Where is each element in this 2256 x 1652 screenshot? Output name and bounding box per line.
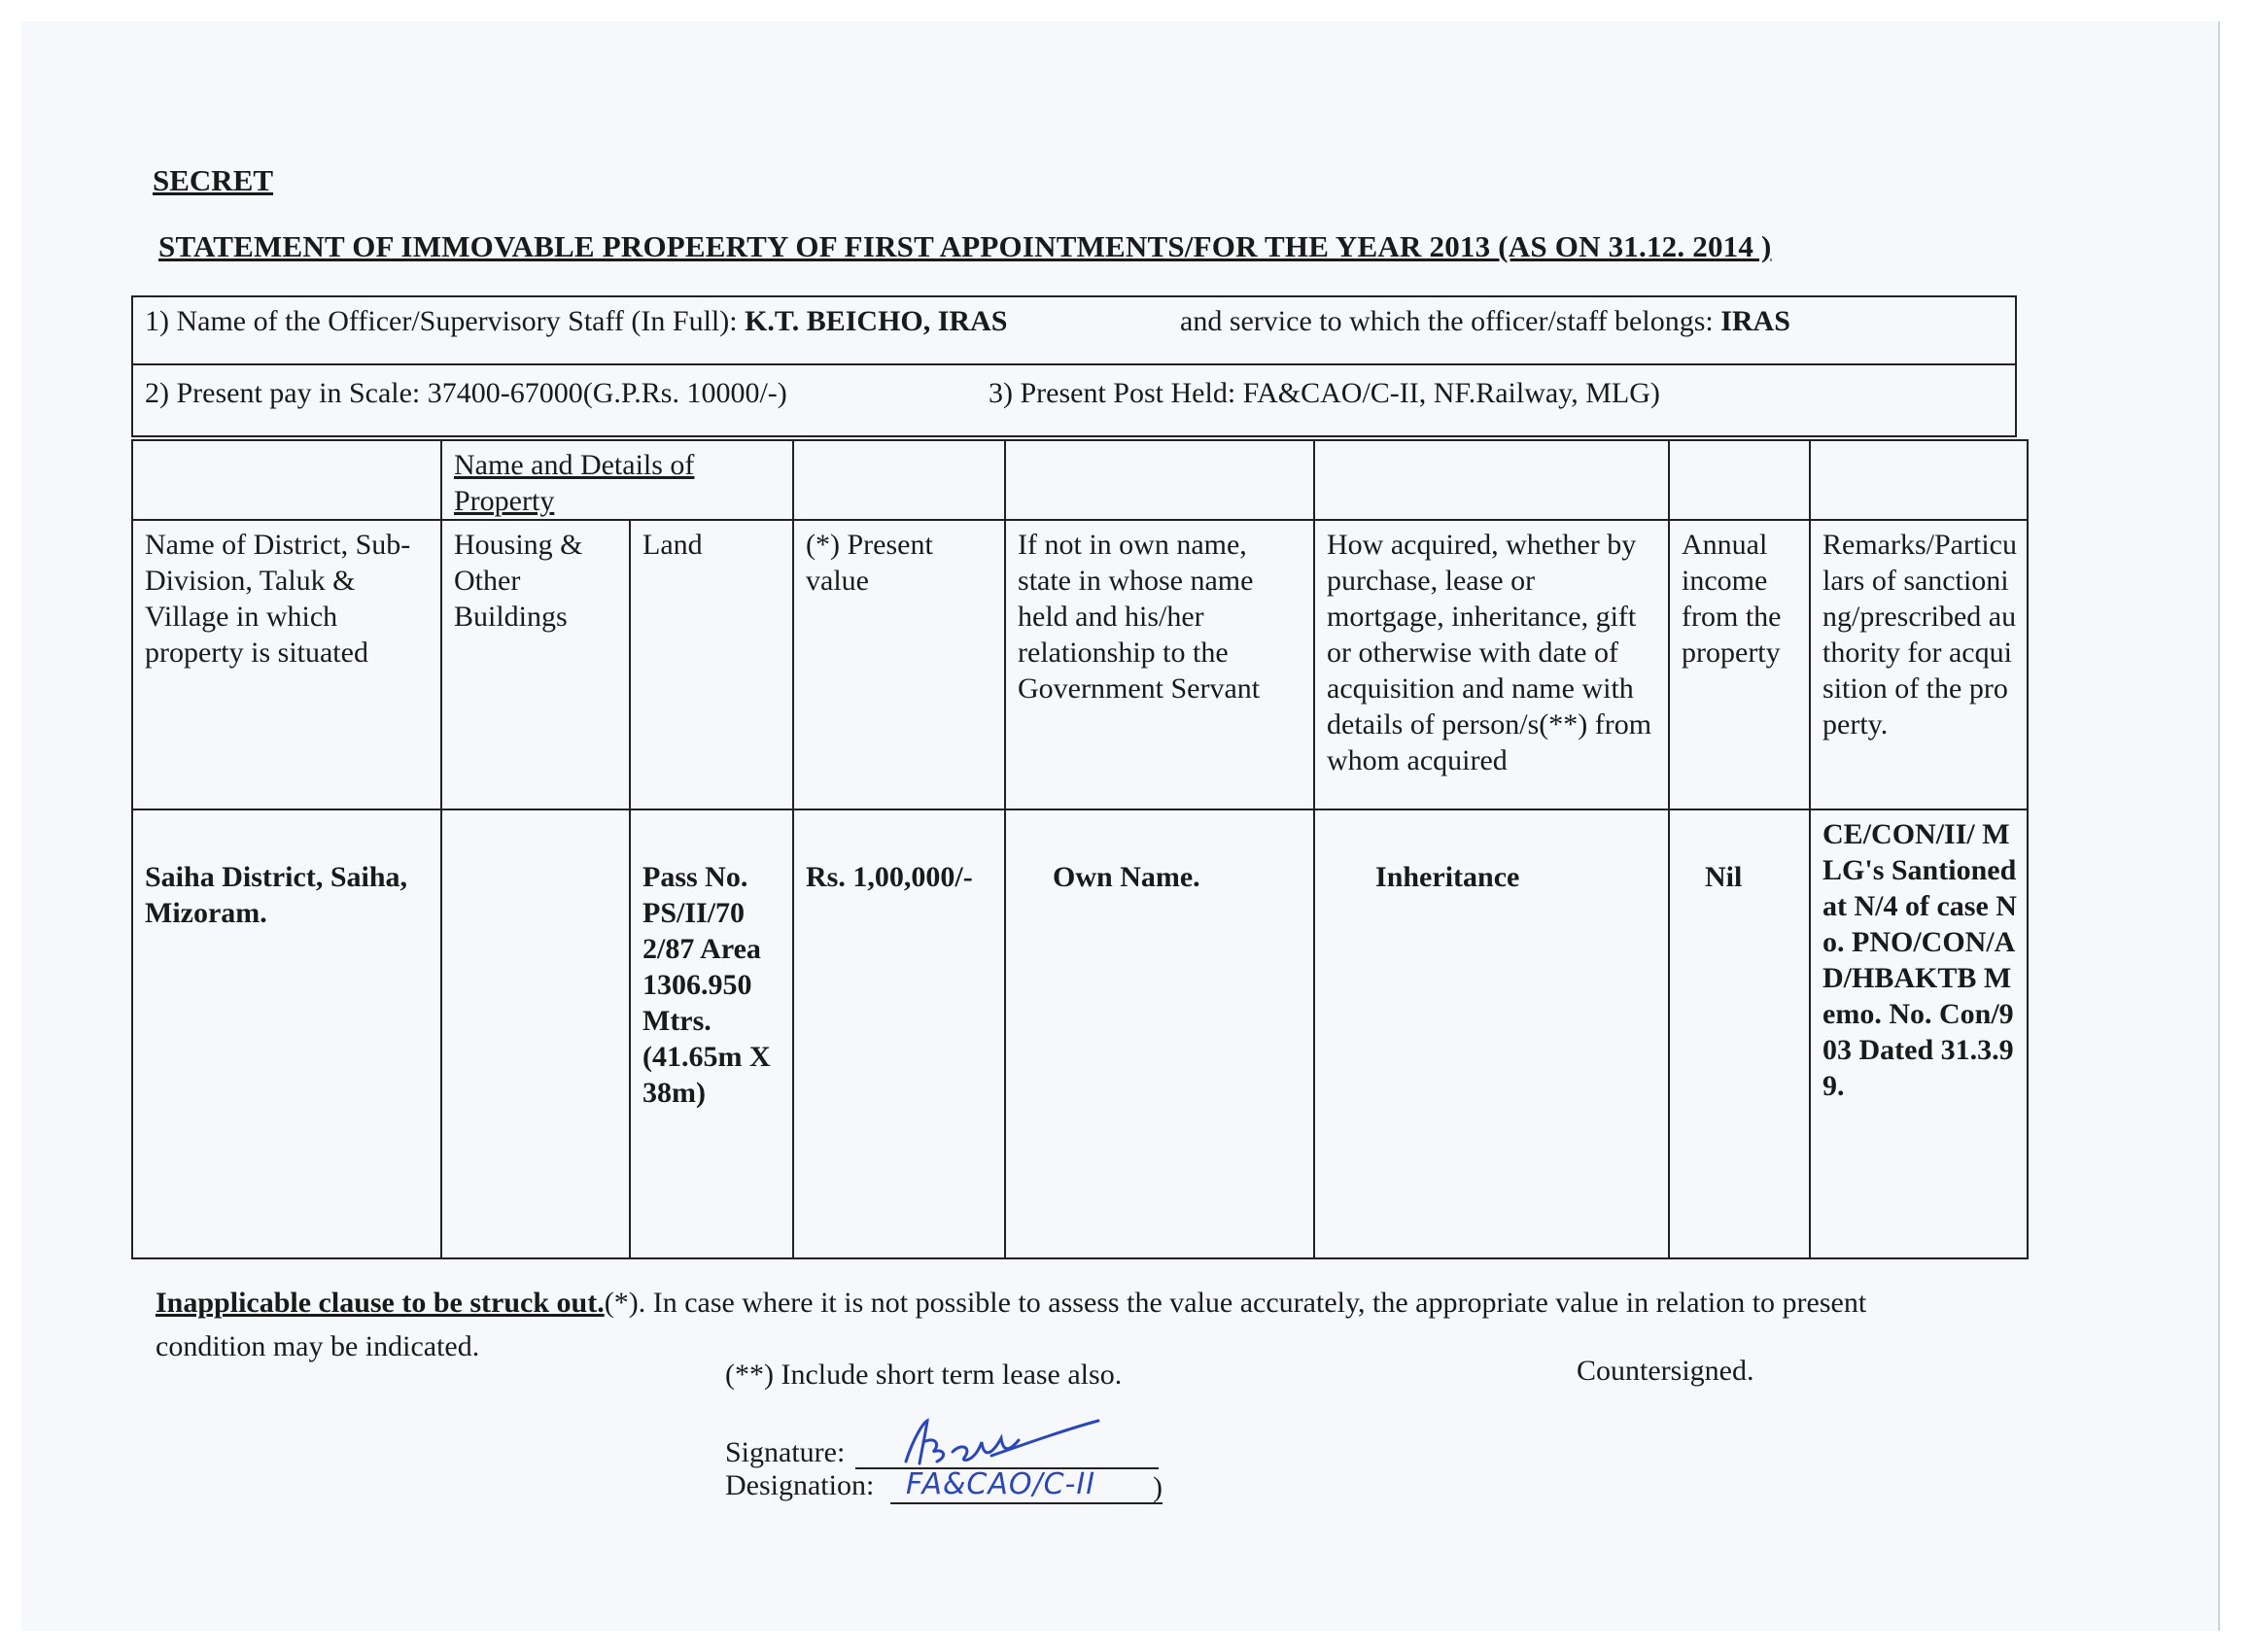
present-post: 3) Present Post Held: FA&CAO/C-II, NF.Railway, MLG) — [989, 377, 1660, 409]
footnote-lead: Inapplicable clause to be struck out. — [156, 1287, 605, 1319]
column-header: Name of District, Sub- Division, Taluk & Village in which property is situated — [132, 520, 441, 809]
empty-cell — [132, 440, 441, 520]
designation-label: Designation: — [725, 1469, 875, 1501]
footnote-body: (*). In case where it is not possible to assess the value accurately, the appropriate value in relation to present condition may be indicated. — [156, 1287, 1867, 1362]
handwritten-designation: FA&CAO/C-II — [906, 1467, 1096, 1501]
table-header-row — [132, 520, 2028, 809]
empty-cell — [1669, 440, 1810, 520]
column-header: (*) Present value — [793, 520, 1005, 809]
district-cell: Saiha District, Saiha, Mizoram. — [132, 809, 441, 1258]
designation-line — [890, 1502, 1163, 1504]
officer-name-value: K.T. BEICHO, IRAS — [745, 305, 1008, 337]
remarks-cell: CE/CON/II/ MLG's Santioned at N/4 of case No. PNO/CON/AD/HBAKTB Memo. No. Con/903 Dated 31.3.99. — [1810, 809, 2028, 1258]
closing-paren: ) — [1153, 1471, 1163, 1503]
empty-cell — [1810, 440, 2028, 520]
column-header: Land — [630, 520, 793, 809]
officer-name-field — [145, 305, 1007, 338]
empty-cell — [1314, 440, 1669, 520]
acquired-cell: Inheritance — [1314, 809, 1669, 1258]
column-header: Housing & Other Buildings — [441, 520, 630, 809]
officer-name-label: 1) Name of the Officer/Supervisory Staff (In Full): — [145, 305, 746, 337]
value-cell: Rs. 1,00,000/- — [793, 809, 1005, 1258]
group-header-cell — [441, 440, 793, 520]
column-header: Remarks/Particulars of sanctioning/prescribed authority for acquisition of the property. — [1810, 520, 2028, 809]
secret-heading: SECRET — [153, 163, 274, 197]
column-header: If not in own name, state in whose name held and his/her relationship to the Government Servant — [1005, 520, 1314, 809]
lease-note: (**) Include short term lease also. — [725, 1359, 1123, 1391]
empty-cell — [793, 440, 1005, 520]
column-header: How acquired, whether by purchase, lease or mortgage, inheritance, gift or otherwise with date of acquisition and name with details of person/s(**) from whom acquired — [1314, 520, 1669, 809]
service-label: and service to which the officer/staff belongs: — [1180, 305, 1721, 337]
empty-cell — [1005, 440, 1314, 520]
pay-post-row — [131, 363, 2017, 437]
group-header: Name and Details of Property — [454, 449, 695, 517]
table-row — [132, 809, 2028, 1258]
property-table — [131, 439, 2029, 1259]
signature-label: Signature: — [725, 1436, 846, 1468]
housing-cell — [441, 809, 630, 1258]
own-name-cell: Own Name. — [1005, 809, 1314, 1258]
service-field — [1180, 305, 1790, 338]
service-value: IRAS — [1720, 305, 1790, 337]
pay-scale: 2) Present pay in Scale: 37400-67000(G.P.Rs. 10000/-) — [145, 377, 787, 409]
income-cell: Nil — [1669, 809, 1810, 1258]
officer-name-row — [131, 295, 2017, 365]
land-cell: Pass No. PS/II/70 2/87 Area 1306.950 Mtrs. (41.65m X 38m) — [630, 809, 793, 1258]
countersigned-label: Countersigned. — [1577, 1355, 1754, 1387]
column-header: Annual income from the property — [1669, 520, 1810, 809]
statement-title: STATEMENT OF IMMOVABLE PROPEERTY OF FIRST APPOINTMENTS/FOR THE YEAR 2013 (AS ON 31.12. 2014 ) — [158, 229, 1772, 263]
table-group-row — [132, 440, 2028, 520]
handwritten-signature — [894, 1413, 1108, 1471]
